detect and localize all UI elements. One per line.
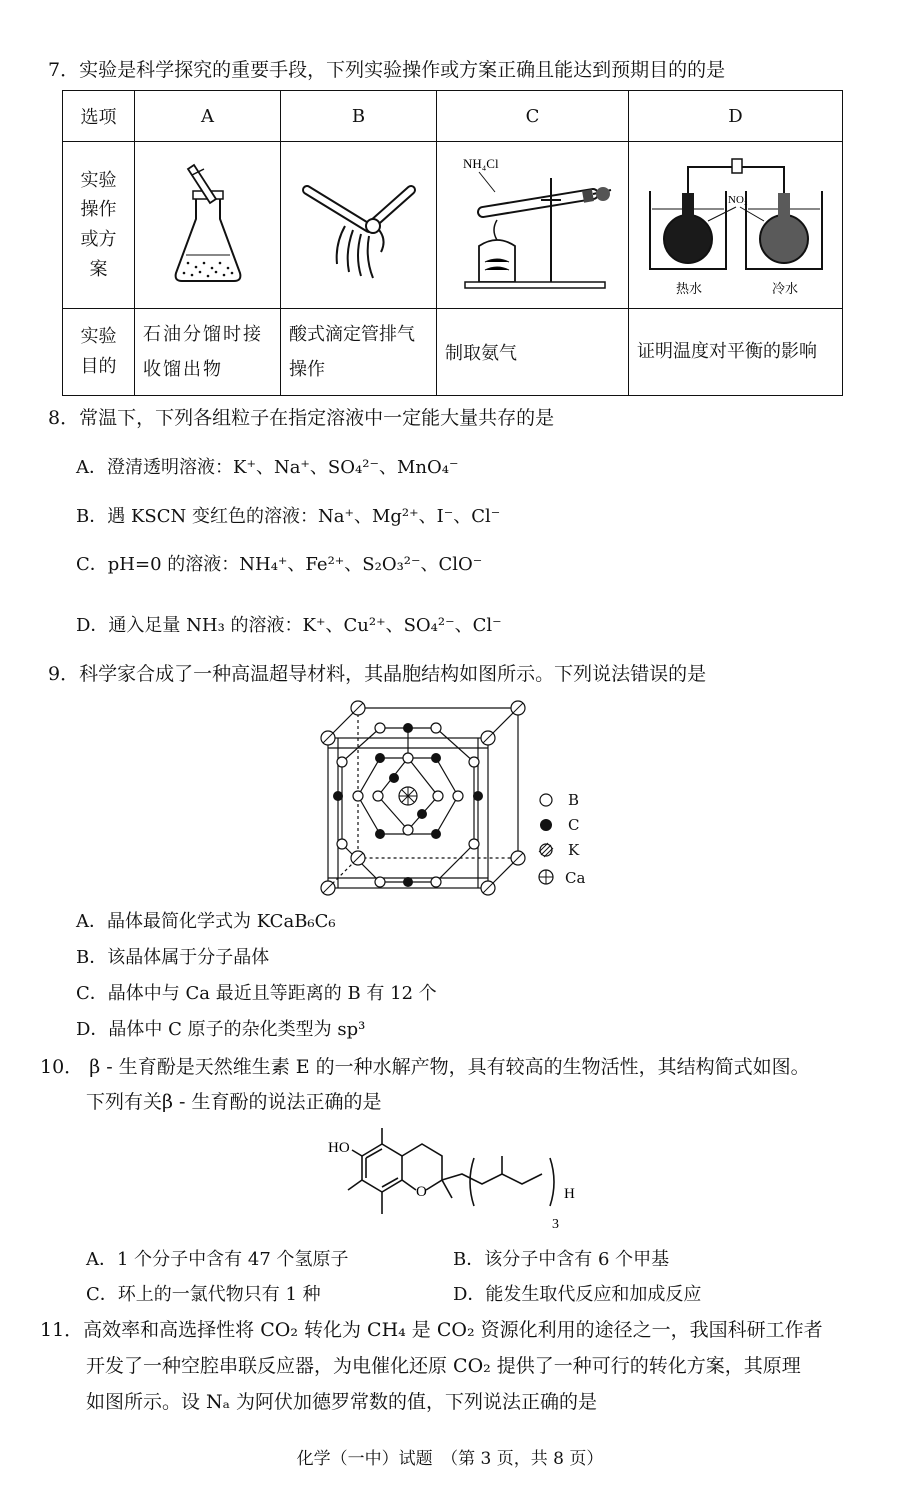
nh4cl-label: NH₄Cl <box>462 156 499 171</box>
hot-water-label: 热水 <box>675 281 702 296</box>
ho-label: HO <box>328 1140 350 1156</box>
tocopherol-structure <box>320 1124 590 1234</box>
q9-option-c: C．晶体中与 Ca 最近且等距离的 B 有 12 个 <box>76 983 437 1004</box>
table-header-row <box>63 91 843 142</box>
q7-stem: 7．实验是科学探究的重要手段，下列实验操作或方案正确且能达到预期目的的是 <box>48 59 726 81</box>
q11-line2: 开发了一种空腔串联反应器，为电催化还原 CO₂ 提供了一种可行的转化方案，其原理 <box>86 1355 801 1377</box>
q9-option-b: B．该晶体属于分子晶体 <box>76 947 270 968</box>
q8-option-d: D．通入足量 NH₃ 的溶液：K⁺、Cu²⁺、SO₄²⁻、Cl⁻ <box>76 615 502 636</box>
q9-option-d: D．晶体中 C 原子的杂化类型为 sp³ <box>76 1019 366 1040</box>
q11-line1: 11．高效率和高选择性将 CO₂ 转化为 CH₄ 是 CO₂ 资源化利用的途径之一，我国科研工作者 <box>40 1319 823 1341</box>
legend-ca: Ca <box>565 869 586 887</box>
q8-option-c: C．pH=0 的溶液：NH₄⁺、Fe²⁺、S₂O₃²⁻、ClO⁻ <box>76 554 483 575</box>
q10-option-d: D．能发生取代反应和加成反应 <box>453 1284 702 1305</box>
goal-b: 酸式滴定管排气操作 <box>281 309 437 396</box>
ammonia-preparation-illustration <box>443 150 623 300</box>
q8-option-b: B．遇 KSCN 变红色的溶液：Na⁺、Mg²⁺、I⁻、Cl⁻ <box>76 506 501 527</box>
q8-stem: 8．常温下，下列各组粒子在指定溶液中一定能大量共存的是 <box>48 407 555 429</box>
page-footer: 化学（一中）试题 （第 3 页，共 8 页） <box>296 1449 604 1469</box>
q8-option-a: A．澄清透明溶液：K⁺、Na⁺、SO₄²⁻、MnO₄⁻ <box>76 457 459 478</box>
goal-label: 实验 目的 <box>63 309 135 396</box>
legend-b: B <box>568 791 580 809</box>
header-option: 选项 <box>63 91 135 142</box>
legend-symbols <box>536 792 556 892</box>
table-row-goal <box>63 309 843 396</box>
q9-option-a: A．晶体最简化学式为 KCaB₆C₆ <box>76 911 336 932</box>
ring-oxygen-label: O <box>416 1184 427 1200</box>
table-row-operation <box>63 142 843 309</box>
goal-d: 证明温度对平衡的影响 <box>629 309 843 396</box>
cell-a-image <box>135 142 281 309</box>
cell-b-image <box>281 142 437 309</box>
legend-c: C <box>568 816 580 834</box>
cell-c-image <box>437 142 629 309</box>
h-label: H <box>564 1186 575 1202</box>
q10-option-b: B．该分子中含有 6 个甲基 <box>453 1249 670 1270</box>
repeat-subscript: 3 <box>552 1217 559 1232</box>
burette-venting-illustration <box>289 160 429 290</box>
q10-stem-line1: 10． β - 生育酚是天然维生素 E 的一种水解产物，具有较高的生物活性，其结构简式如图。 <box>40 1056 810 1078</box>
q9-stem: 9．科学家合成了一种高温超导材料，其晶胞结构如图所示。下列说法错误的是 <box>48 663 707 685</box>
conical-flask-illustration <box>148 155 268 295</box>
legend-k: K <box>568 841 580 859</box>
header-b: B <box>281 91 437 142</box>
goal-c: 制取氨气 <box>437 309 629 396</box>
header-a: A <box>135 91 281 142</box>
no2-label: NO₂ <box>727 194 748 206</box>
no2-equilibrium-illustration <box>636 145 836 305</box>
header-d: D <box>629 91 843 142</box>
cell-d-image <box>629 142 843 309</box>
q10-stem-line2: 下列有关β - 生育酚的说法正确的是 <box>86 1091 382 1113</box>
q11-line3: 如图所示。设 Nₐ 为阿伏加德罗常数的值，下列说法正确的是 <box>86 1391 598 1413</box>
goal-a: 石油分馏时接收馏出物 <box>135 309 281 396</box>
q10-option-a: A．1 个分子中含有 47 个氢原子 <box>86 1249 349 1270</box>
experiment-table <box>62 90 843 396</box>
crystal-cell-diagram <box>310 700 530 900</box>
cold-water-label: 冷水 <box>771 281 798 296</box>
q10-option-c: C．环上的一氯代物只有 1 种 <box>86 1284 321 1305</box>
operation-label: 实验 操作 或方 案 <box>63 142 135 309</box>
header-c: C <box>437 91 629 142</box>
